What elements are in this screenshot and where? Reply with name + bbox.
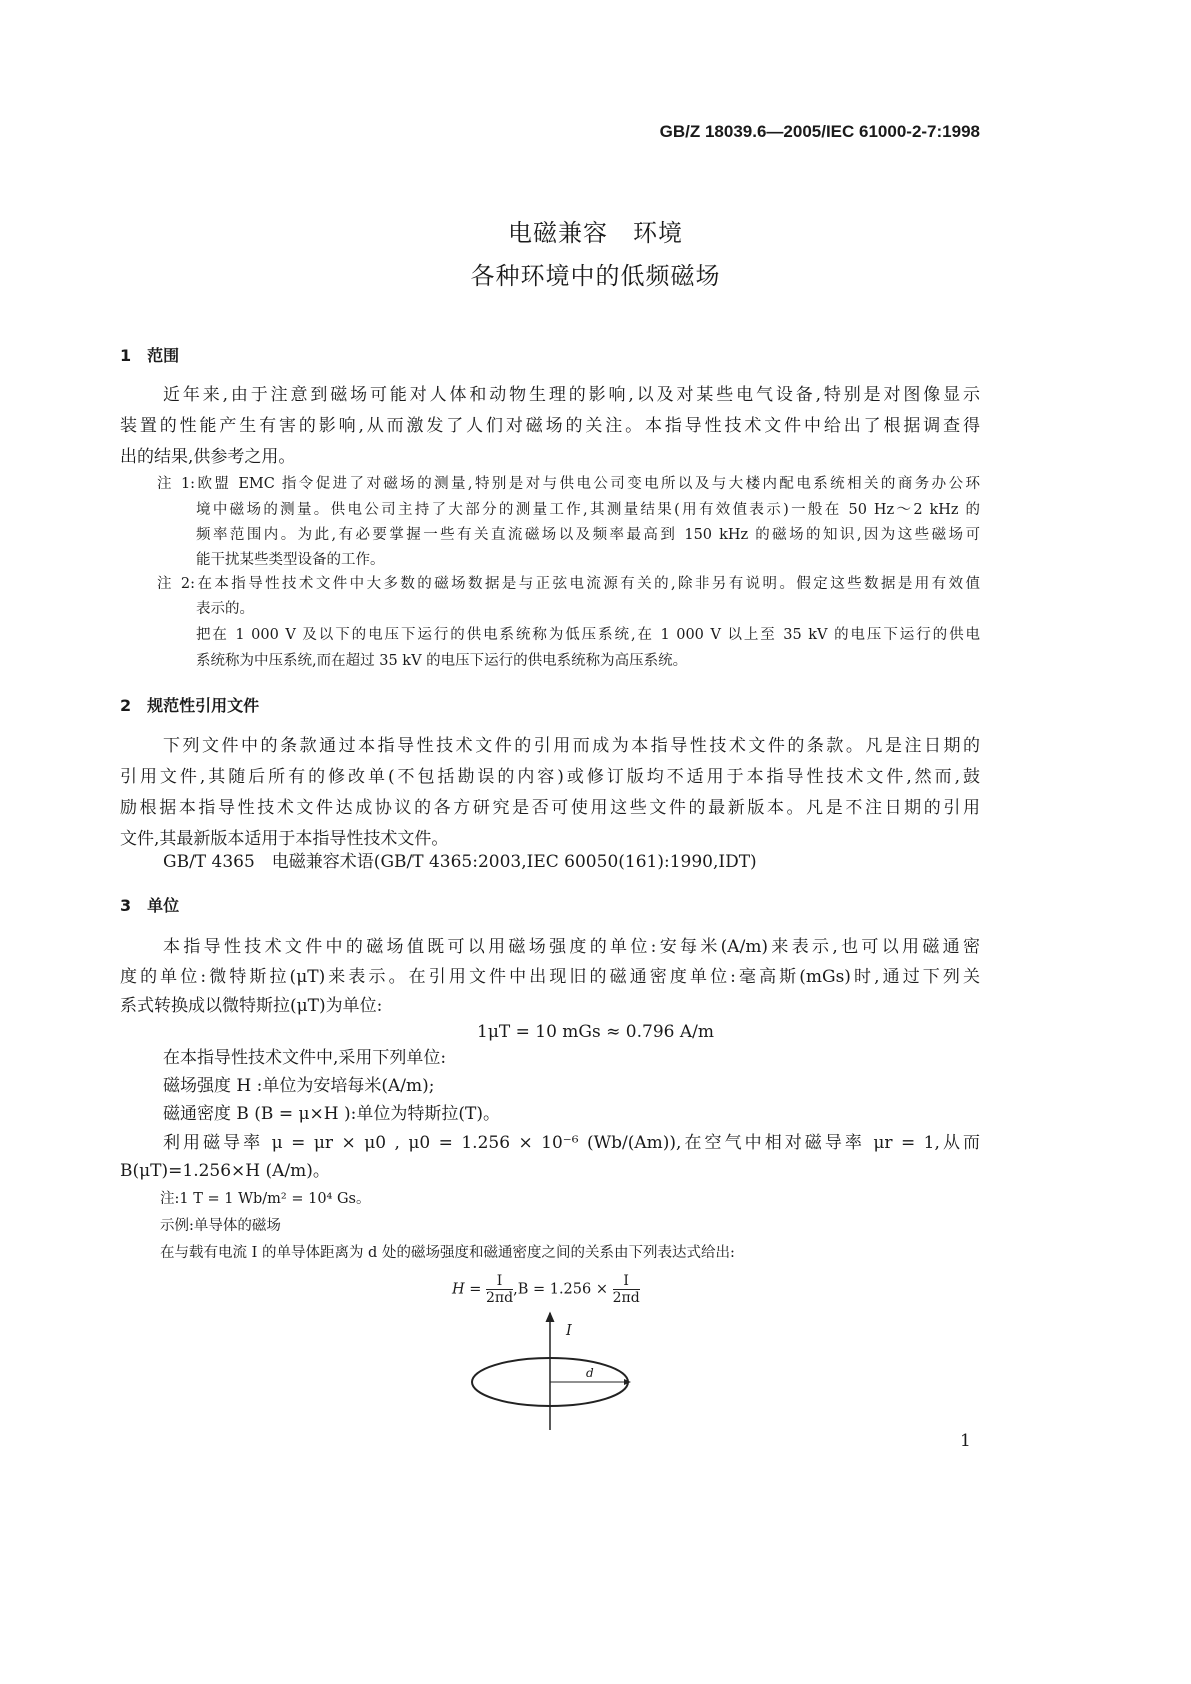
conversion-formula: 1μT = 10 mGs ≈ 0.796 A/m (477, 1022, 714, 1042)
note-2-line: 注 2:在本指导性技术文件中大多数的磁场数据是与正弦电流源有关的,除非另有说明。假定这些数据是用有效值 (157, 576, 980, 592)
note-1-line: 境中磁场的测量。供电公司主持了大部分的测量工作,其测量结果(用有效值表示)一般在 50 Hz～2 kHz 的 (196, 502, 980, 518)
paragraph-line: 出的结果,供参考之用。 (120, 447, 296, 467)
single-conductor-figure (460, 1305, 650, 1435)
title-line-1: 电磁兼容 环境 (508, 219, 683, 247)
paragraph-line: 装置的性能产生有害的影响,从而激发了人们对磁场的关注。本指导性技术文件中给出了根据调查得 (120, 416, 980, 436)
denominator: 2πd (486, 1290, 514, 1306)
units-intro: 在本指导性技术文件中,采用下列单位: (163, 1048, 447, 1068)
unit-b: 磁通密度 B (B = μ×H ):单位为特斯拉(T)。 (163, 1104, 500, 1124)
page-number: 1 (960, 1431, 971, 1451)
paragraph-line: 近年来,由于注意到磁场可能对人体和动物生理的影响,以及对某些电气设备,特别是对图像显示 (163, 385, 980, 405)
standard-code: GB/Z 18039.6—2005/IEC 61000-2-7:1998 (659, 122, 980, 141)
formula-h: H = (452, 1281, 482, 1298)
formula-b: ,B = 1.256 × (513, 1281, 608, 1298)
unit-h: 磁场强度 H :单位为安培每米(A/m); (163, 1076, 435, 1096)
note-1-line: 注 1:欧盟 EMC 指令促进了对磁场的测量,特别是对与供电公司变电所以及与大楼内配电系统相关的商务办公环 (157, 476, 980, 492)
numerator: I (613, 1273, 640, 1290)
fraction (613, 1273, 640, 1306)
paragraph-line: 文件,其最新版本适用于本指导性技术文件。 (120, 829, 449, 849)
unit-note: 注:1 T = 1 Wb/m² = 10⁴ Gs。 (160, 1191, 371, 1207)
note-1-line: 频率范围内。为此,有必要掌握一些有关直流磁场以及频率最高到 150 kHz 的磁场的知识,因为这些磁场可 (196, 527, 980, 543)
note-2-line: 系统称为中压系统,而在超过 35 kV 的电压下运行的供电系统称为高压系统。 (196, 653, 688, 669)
paragraph-line: 下列文件中的条款通过本指导性技术文件的引用而成为本指导性技术文件的条款。凡是注日期的 (163, 736, 980, 756)
permeability-line: B(μT)=1.256×H (A/m)。 (120, 1161, 330, 1181)
fraction (486, 1273, 513, 1306)
permeability-line: 利用磁导率 μ = μr × μ0 , μ0 = 1.256 × 10⁻⁶ (Wb/(Am)),在空气中相对磁导率 μr = 1,从而 (163, 1133, 980, 1153)
paragraph-line: 度的单位:微特斯拉(μT)来表示。在引用文件中出现旧的磁通密度单位:毫高斯(mGs)时,通过下列关 (120, 967, 980, 987)
section-2-heading: 2 规范性引用文件 (120, 696, 260, 715)
section-3-heading: 3 单位 (120, 896, 180, 915)
note-1-line: 能干扰某些类型设备的工作。 (196, 552, 385, 568)
current-label: I (566, 1323, 572, 1339)
numerator: I (486, 1273, 513, 1290)
paragraph-line: 引用文件,其随后所有的修改单(不包括勘误的内容)或修订版均不适用于本指导性技术文件,然而,鼓 (120, 767, 980, 787)
denominator: 2πd (612, 1290, 640, 1306)
paragraph-line: 本指导性技术文件中的磁场值既可以用磁场强度的单位:安每米(A/m)来表示,也可以用磁通密 (163, 937, 980, 957)
example-title: 示例:单导体的磁场 (160, 1218, 281, 1234)
paragraph-line: 励根据本指导性技术文件达成协议的各方研究是否可使用这些文件的最新版本。凡是不注日期的引用 (120, 798, 980, 818)
title-line-2: 各种环境中的低频磁场 (470, 262, 721, 290)
distance-label: d (586, 1366, 594, 1380)
field-formula (452, 1273, 640, 1306)
example-text: 在与载有电流 I 的单导体距离为 d 处的磁场强度和磁通密度之间的关系由下列表达式给出: (160, 1245, 735, 1261)
note-2-line: 表示的。 (196, 601, 254, 617)
note-2-line: 把在 1 000 V 及以下的电压下运行的供电系统称为低压系统,在 1 000 V 以上至 35 kV 的电压下运行的供电 (196, 627, 980, 643)
section-1-heading: 1 范围 (120, 346, 180, 365)
normative-reference: GB/T 4365 电磁兼容术语(GB/T 4365:2003,IEC 60050(161):1990,IDT) (163, 852, 757, 872)
paragraph-line: 系式转换成以微特斯拉(μT)为单位: (120, 996, 383, 1016)
